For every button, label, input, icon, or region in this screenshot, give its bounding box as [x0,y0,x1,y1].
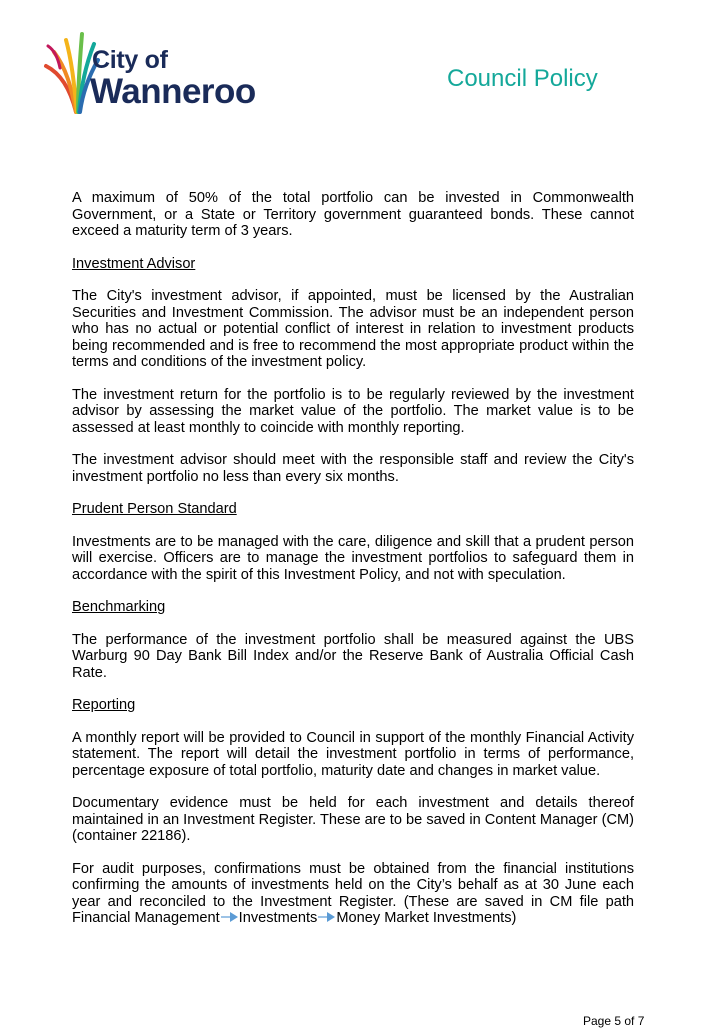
paragraph-advisor-meeting: The investment advisor should meet with the responsible staff and review the City's investment portfolio no less than every six months. [72,452,634,485]
heading-benchmarking: Benchmarking [72,599,166,615]
file-path-part-1: Management [134,910,220,926]
file-path-part-3: Money Market Investments) [336,910,517,926]
logo-line-2: Wanneroo [90,72,256,111]
paragraph-bonds: A maximum of 50% of the total portfolio can be invested in Commonwealth Government, or a State or Territory government guaranteed bonds. These cannot exceed a maturity term of 3 years. [72,190,634,239]
file-path-part-2: Investments [238,910,318,926]
page-number: Page 5 of 7 [583,1014,645,1028]
policy-body [72,190,634,943]
logo-line-1: City of [92,46,168,74]
heading-investment-advisor: Investment Advisor [72,255,196,272]
audit-text: For audit purposes, confirmations must be obtained from the financial institutions confirming the amounts of investments held on the City’s behalf as at 30 June each year and reconciled to the Investment Register. (These are saved in CM file path Financial [72,860,634,926]
right-arrow-icon [318,912,335,922]
paragraph-audit [72,861,634,927]
city-of-wanneroo-logo [40,28,285,116]
document-type-title: Council Policy [447,65,598,92]
paragraph-documentary-evidence: Documentary evidence must be held for each investment and details thereof maintained in an Investment Register. These are to be saved in Content Manager (CM) (container 22186). [72,795,634,844]
paragraph-advisor-licensing: The City's investment advisor, if appointed, must be licensed by the Australian Securities and Investment Commission. The advisor must be an independent person who has no actual or potential conflict of interest in relation to investment products being recommended and is free to recommend the most appropriate product within the terms and conditions of the investment policy. [72,288,634,370]
right-arrow-icon [221,912,238,922]
heading-prudent-person: Prudent Person Standard [72,501,237,517]
paragraph-investment-return: The investment return for the portfolio is to be regularly reviewed by the investment advisor by assessing the market value of the portfolio. The market value is to be assessed at least monthly to coincide with monthly reporting. [72,386,634,436]
heading-reporting: Reporting [72,697,136,713]
paragraph-monthly-report: A monthly report will be provided to Council in support of the monthly Financial Activity statement. The report will detail the investment portfolio in terms of performance, percentage exposure of total portfolio, maturity date and changes in market value. [72,729,634,779]
paragraph-benchmarking: The performance of the investment portfolio shall be measured against the UBS Warburg 90 Day Bank Bill Index and/or the Reserve Bank of Australia Official Cash Rate. [72,631,634,681]
paragraph-prudent-person: Investments are to be managed with the care, diligence and skill that a prudent person will exercise. Officers are to manage the investment portfolios to safeguard them in accordance with the spirit of this Investment Policy, and not with speculation. [72,533,634,583]
